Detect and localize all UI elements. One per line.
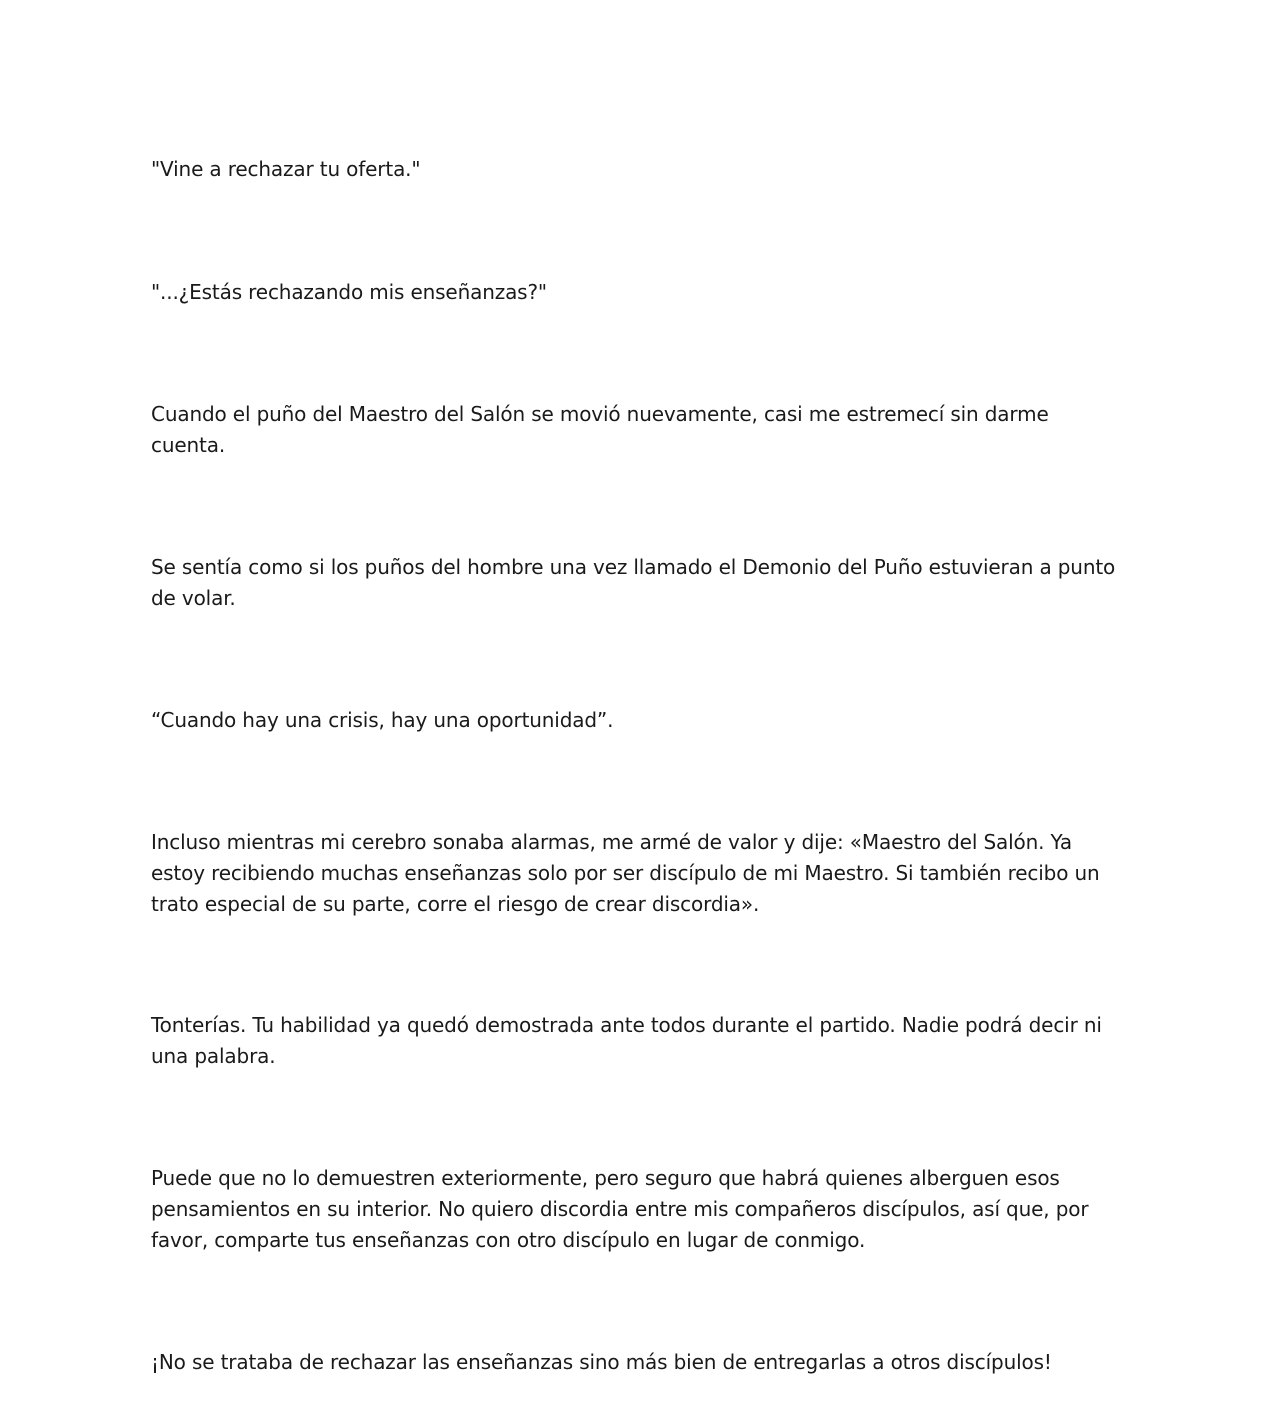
paragraph-5: “Cuando hay una crisis, hay una oportunidad”. (151, 708, 614, 732)
paragraph-9: ¡No se trataba de rechazar las enseñanzas sino más bien de entregarlas a otros discípulos! (151, 1350, 1052, 1374)
paragraph-3: Cuando el puño del Maestro del Salón se movió nuevamente, casi me estremecí sin darme cuenta. (151, 402, 1049, 457)
paragraph-1: "Vine a rechazar tu oferta." (151, 157, 421, 181)
paragraph-2: "...¿Estás rechazando mis enseñanzas?" (151, 280, 547, 304)
paragraph-4: Se sentía como si los puños del hombre una vez llamado el Demonio del Puño estuvieran a punto de volar. (151, 555, 1116, 610)
paragraph-7: Tonterías. Tu habilidad ya quedó demostrada ante todos durante el partido. Nadie podrá decir ni una palabra. (151, 1013, 1102, 1068)
paragraph-8: Puede que no lo demuestren exteriormente, pero seguro que habrá quienes alberguen esos pensamientos en su interior. No quiero discordia entre mis compañeros discípulos, así que, por favor, comparte tus enseñanzas con otro discípulo en lugar de conmigo. (151, 1166, 1089, 1252)
paragraph-6: Incluso mientras mi cerebro sonaba alarmas, me armé de valor y dije: «Maestro del Salón. Ya estoy recibiendo muchas enseñanzas solo por ser discípulo de mi Maestro. Si también recibo un trato especial de su parte, corre el riesgo de crear discordia». (151, 830, 1100, 916)
